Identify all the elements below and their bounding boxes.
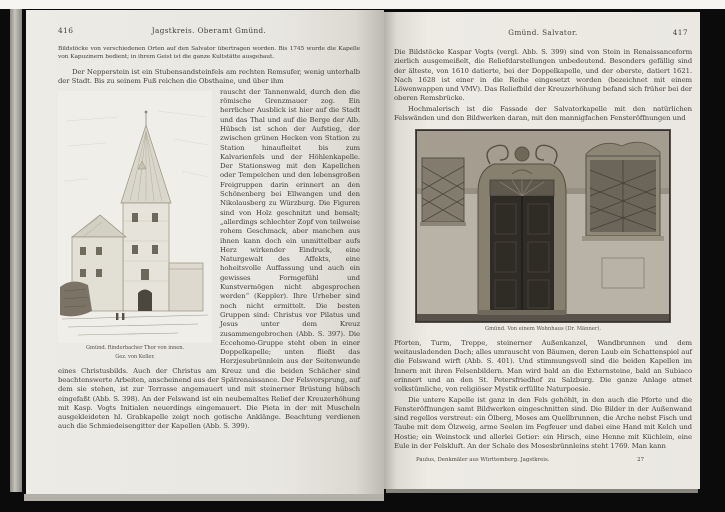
right-page-footer [394, 457, 692, 467]
page-edge-bottom-left [24, 494, 384, 501]
right-page-number: 417 [672, 28, 688, 37]
tower-caption-line2: Gez. von Keller. [115, 354, 155, 361]
paragraph-with-figure [58, 88, 360, 432]
paragraph-body-text: rauscht der Tannenwald, durch den die römische Grenzmauer zog. Ein herrlicher Ausblick ist hier auf die Stadt und das Thal und auf die Berge der Alb. Hübsch ist schon der Aufstieg, der zwischen grünen Hecken von Station zu Station hinaufleitet bis zum Kalvarienfels und der Höhlenkapelle. Der Stationsweg mit den Kapellchen oder Tempelchen und den lebensgroßen Freigruppen darin erinnert an den Schönenberg bei Ellwangen und den Nikolausberg zu Würzburg. Die Figuren sind von Holz geschnitzt und bemalt; „allerdings schlechter Zopf von teilweise rohem Geschmack, aber manchen aus ihnen kann doch ein unmittelbar aufs Herz wirkender Eindruck, eine Naturgewalt des Affekts, eine hoheitsvolle Auffassung und auch ein gewisses Formgefühl und Kunstvermögen nicht abgesprochen werden“ (Keppler). Ihre Urheber sind noch nicht ermittelt. Die besten Gruppen sind: Christus vor Pilatus und Jesus unter dem Kreuz zusammengebrochen (Abb. S. 397). Die Eccehomo-Gruppe steht oben in einer Doppelkapelle; unten fließt das Herzjesubrünnlein aus der Seitenwunde eines Christusbilds. Auch der Christus am Kreuz und die beiden Schächer sind beachtenswerte Arbeiten, anscheinend aus der Spätrenaissance. Der Felsvorsprung, auf dem sie stehen, ist zur Terrasse angemauert und mit steinerner Brüstung hübsch eingefaßt (Abb. S. 398). An der Felswand ist ein neubemaltes Relief der Kreuzerhöhung mit Kasp. Vogts Initialen neuerdings eingemauert. Die Pieta in der mit Muscheln ausgekleideten hl. Grabkapelle zeigt noch gotische Anklänge. Beachtung verdienen auch die Schmiedeisengitter der Kapellen (Abb. S. 399). [58, 87, 360, 431]
right-running-head [394, 28, 692, 40]
page-edge-bottom-right [386, 489, 698, 493]
tower-figure-caption [86, 345, 184, 360]
portal-photo-figure [416, 130, 670, 332]
right-page [384, 12, 700, 489]
right-page-content [394, 28, 692, 467]
printer-signature: Paulus, Denkmäler aus Württemberg. Jagstkreis. [416, 457, 550, 464]
paragraph-1: Die Bildstöcke Kaspar Vogts (vergl. Abb. S. 399) sind von Stein in Renaissanceform zierlich ausgemeißelt, die Reliefdarstellungen unbedeutend. Besonders gefällig sind der älteste, von 1610 datierte, bei der Doppelkapelle, und der oberste, datiert 1621. Nach 1628 ist einer in die Reihe eingesetzt worden (bezeichnet mit einem Löwenwappen und VMV). Das Reliefbild der Kreuzerhöhung befand sich früher bei der oberen Remsbrücke. [394, 48, 692, 103]
left-page-content [58, 26, 360, 432]
right-running-title: Gmünd. Salvator. [508, 28, 578, 37]
tower-engraving-figure [58, 91, 212, 362]
left-running-title: Jagstkreis. Oberamt Gmünd. [151, 26, 267, 35]
left-page-number: 416 [58, 26, 74, 35]
scanner-top-edge [0, 0, 725, 9]
left-running-head [58, 26, 360, 38]
paragraph-3: Pforten, Turm, Treppe, steinerner Außenkanzel, Wandbrunnen und dem weitausladenden Dach; alles umrauscht von Bäumen, deren Laub ein Schattenspiel auf die Felswand wirft (Abb. S. 401). Und stimmungsvoll sind die beiden Kapellen im Innern mit ihren Felsenbildern. Man wird bald an die Externsteine, bald an Subiaco erinnert und an den St. Petersfriedhof zu Salzburg. Die ganze Anlage atmet volkstümliche, von religiöser Mystik erfüllte Naturpoesie. [394, 338, 692, 394]
house-portal-photo-image [416, 130, 670, 322]
portal-photo-caption: Gmünd. Von einem Wohnhaus (Dr. Männer). [484, 326, 602, 333]
gate-tower-engraving-image [58, 91, 212, 343]
left-page [26, 10, 384, 494]
petit-note: Bildstöcke von verschiedenen Orten auf den Salvator übertragen worden. Bis 1745 wurde die Kapelle von Kapuzinern bedient; in ihrem Geist ist die ganze Kultstätte ausgebaut. [58, 46, 360, 60]
paragraph-4: Die untere Kapelle ist ganz in den Fels gehöhlt, in den auch die Pforte und die Fensteröffnungen samt Bildwerken eingeschnitten sind. Die Bilder in der Außenwand sind regellos verstreut: ein Ölberg, Moses am Quellbrunnen, die Arche nebst Fisch und Taube mit dem Ölzweig, arme Seelen im Fegfeuer und dabei eine Hand mit Kelch und Hostie; ein Weinstock und allerlei Getier: ein Hirsch, eine Henne mit Küchlein, eine Eule in der Felskluft. An der Schale des Mosesbrünnleins steht 1769. Man kann [394, 395, 692, 451]
sheet-number: 27 [637, 457, 644, 464]
page-stack-edge [10, 9, 22, 492]
paragraph-intro: Der Nepperstein ist ein Stubensandsteinfels am rechten Remsufer, wenig unterhalb der Stadt. Bis zu seinem Fuß reichen die Obsthaine, und über ihm [58, 68, 360, 86]
tower-caption-line1: Gmünd. Rinderbacher Thor von innen. [86, 344, 184, 351]
paragraph-2: Hochmalerisch ist die Fassade der Salvatorkapelle mit den natürlichen Felswänden und den Bildwerken daran, mit den mannigfachen Fensteröffnungen und [394, 104, 692, 123]
